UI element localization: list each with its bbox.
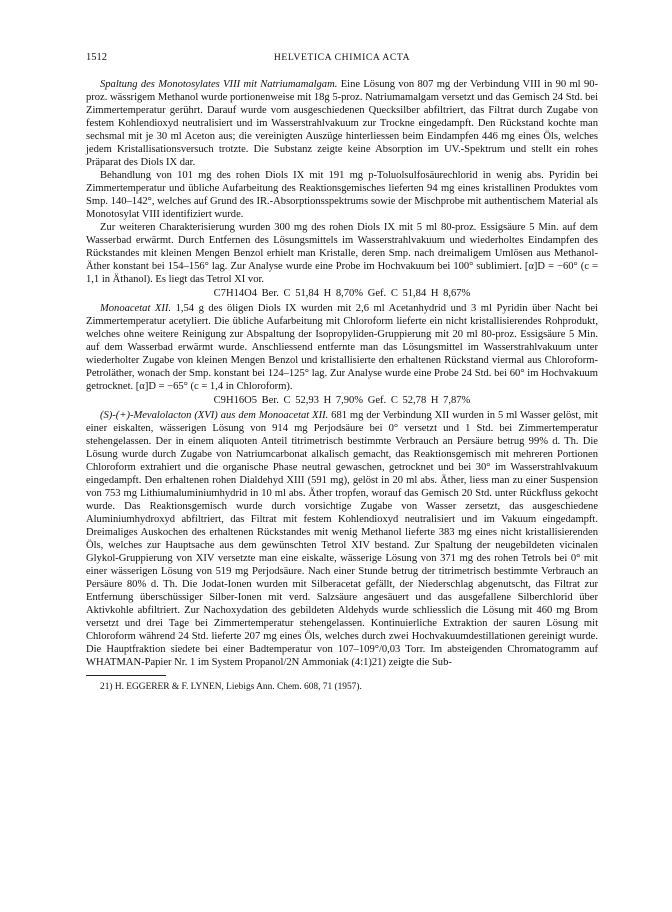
paragraph-text: 681 mg der Verbindung XII wurden in 5 ml Wasser gelöst, mit einer eiskalten, wässerigen Lösung von 914 mg Perjodsäure bei 0° versetzt und 1 Std. bei Zimmertemperatur stehengelassen. Der in einem aliquoten Anteil titrimetrisch bestimmte Verbrauch an Persäure betrug 99% d. Th. Die Lösung wurde durch Zugabe von Natriumcarbonat alkalisch gemacht, das Reaktionsgemisch mit mehreren Portionen Chloroform extrahiert und die organische Phase neutral gewaschen, getrocknet und bei 30° im Wasserstrahlvakuum eingedampft. Den erhaltenen rohen Dialdehyd XIII (591 mg), gelöst in 20 ml abs. Äther, liess man zu einer Suspension von 753 mg Lithiumaluminiumhydrid in 10 ml abs. Äther tropfen, worauf das Gemisch 20 Std. unter Rückfluss gekocht wurde. Das Reaktionsgemisch wurde durch vorsichtige Zugabe von Wasser zersetzt, das ausgeschiedene Aluminiumhydroxyd abfiltriert, das Filtrat mit festem Kohlendioxyd neutralisiert und im Vakuum eingedampft. Dreimaliges Auskochen des erhaltenen Rückstandes mit wenig Methanol lieferte 383 mg eines nicht kristallisierenden Öls, welches zur Hauptsache aus dem gewünschten Tetrol XIV bestand. Zur Spaltung der neugebildeten vicinalen Glykol-Gruppierung von XIV versetzte man eine eiskalte, wässerige Lösung von 371 mg des rohen Tetrols bei 0° mit einer wässerigen Lösung von 519 mg Perjodsäure. Nach einer Stunde betrug der titrimetrisch bestimmte Verbrauch an Persäure 80% d. Th. Die Jodat-Ionen wurden mit Silberacetat gefällt, der Niederschlag abgenutscht, das Filtrat zur Entfernung überschüssiger Silber-Ionen mit verd. Salzsäure angesäuert und das ausgefallene Silberchlorid über Aktivkohle abfiltriert. Zur Nachoxydation des gebildeten Aldehyds wurde schliesslich die Lösung mit 460 mg Brom versetzt und drei Tage bei Zimmertemperatur stehengelassen. Kontinuierliche Extraktion der sauren Lösung mit Chloroform während 24 Std. lieferte 207 mg eines Öls, welches durch zwei Hochvakuumdestillationen gereinigt wurde. Die Hauptfraktion siedete bei einer Badtemperatur von 107–109°/0,03 Torr. Im absteigenden Chromatogramm auf WHATMAN-Papier Nr. 1 im System Propanol/2N Ammoniak (4:1)21) zeigte die Sub- — [86, 410, 598, 668]
paragraph-behandlung: Behandlung von 101 mg des rohen Diols IX mit 191 mg p-Toluolsulfosäurechlorid in wenig abs. Pyridin bei Zimmertemperatur und übliche Aufarbeitung des Reaktionsgemisches lieferten 94 mg eines kristallinen Produktes vom Smp. 140–142°, welches auf Grund des IR.-Absorptionsspektrums sowie der Mischprobe mit authentischem Material als Monotosylat VIII identifiziert wurde. — [86, 170, 598, 220]
journal-title: HELVETICA CHIMICA ACTA — [273, 52, 411, 63]
page-number: 1512 — [86, 52, 107, 63]
paragraph-mevalolacton — [86, 409, 598, 669]
page-header — [86, 52, 598, 68]
footnote: 21) H. EGGERER & F. LYNEN, Liebigs Ann. Chem. 608, 71 (1957). — [100, 682, 362, 692]
paragraph-charakterisierung: Zur weiteren Charakterisierung wurden 300 mg des rohen Diols IX mit 5 ml 80-proz. Essigsäure 5 Min. auf dem Wasserbad erwärmt. Durch Entfernen des Lösungsmittels im Wasserstrahlvakuum und wiederholtes Eindampfen des Rückstandes mit kleinen Mengen Benzol erhielt man Kristalle, deren Smp. nach dreimaligem Umlösen aus Methanol-Äther konstant bei 154–156° lag. Zur Analyse wurde eine Probe im Hochvakuum bei 100° sublimiert. [α]D = −60° (c = 1,1 in Äthanol). Es liegt das Tetrol XI vor. — [86, 222, 598, 285]
paragraph-spaltung — [86, 78, 598, 169]
analysis-formula-tetrol: C7H14O4 Ber. C 51,84 H 8,70% Gef. C 51,84 H 8,67% — [213, 288, 471, 299]
paragraph-lead: Spaltung des Monotosylates VIII mit Natriumamalgam. — [100, 79, 338, 90]
analysis-formula-monoacetat: C9H16O5 Ber. C 52,93 H 7,90% Gef. C 52,78 H 7,87% — [213, 395, 471, 406]
page — [86, 52, 598, 693]
paragraph-text: 1,54 g des öligen Diols IX wurden mit 2,6 ml Acetanhydrid und 3 ml Pyridin über Nacht bei Zimmertemperatur acetyliert. Die übliche Aufarbeitung mit Chloroform lieferte ein nicht kristallisierendes Rohprodukt, welches ohne weitere Reinigung zur Abspaltung der Isopropyliden-Gruppierung mit 20 ml 80-proz. Essigsäure 5 Min. auf dem Wasserbad erwärmt wurde. Anschliessend entfernte man das Lösungsmittel im Wasserstrahlvakuum unter wiederholter Zugabe von kleinen Mengen Benzol und kristallisierte den erhaltenen Rückstand viermal aus Chloroform-Petroläther, wonach der Smp. konstant bei 124–125° lag. Zur Analyse wurde eine Probe 24 Std. bei 60° im Hochvakuum getrocknet. [α]D = −65° (c = 1,4 in Chloroform). — [86, 303, 598, 392]
paragraph-monoacetat — [86, 302, 598, 393]
paragraph-text: Eine Lösung von 807 mg der Verbindung VIII in 90 ml 90-proz. wässrigem Methanol wurde portionenweise mit 18g 5-proz. Natriumamalgam versetzt und das Gemisch 24 Std. bei Zimmertemperatur gerührt. Darauf wurde vom ausgeschiedenen Quecksilber abfiltriert, das Filtrat durch Zugabe von festem Kohlendioxyd neutralisiert und im Wasserstrahlvakuum zur Trockne eingedampft. Den Rückstand kochte man sechsmal mit je 30 ml Aceton aus; die vereinigten Auszüge hinterliessen beim Eindampfen 446 mg eines Öls, welches jedem Kristallisationsversuch trotzte. Die Substanz zeigte keine Absorption im UV.-Spektrum und stellt ein rohes Präparat des Diols IX dar. — [86, 79, 599, 168]
footnote-rule — [86, 675, 166, 676]
paragraph-lead: (S)-(+)-Mevalolacton (XVI) aus dem Monoacetat XII. — [100, 410, 329, 421]
paragraph-lead: Monoacetat XII. — [100, 303, 172, 314]
